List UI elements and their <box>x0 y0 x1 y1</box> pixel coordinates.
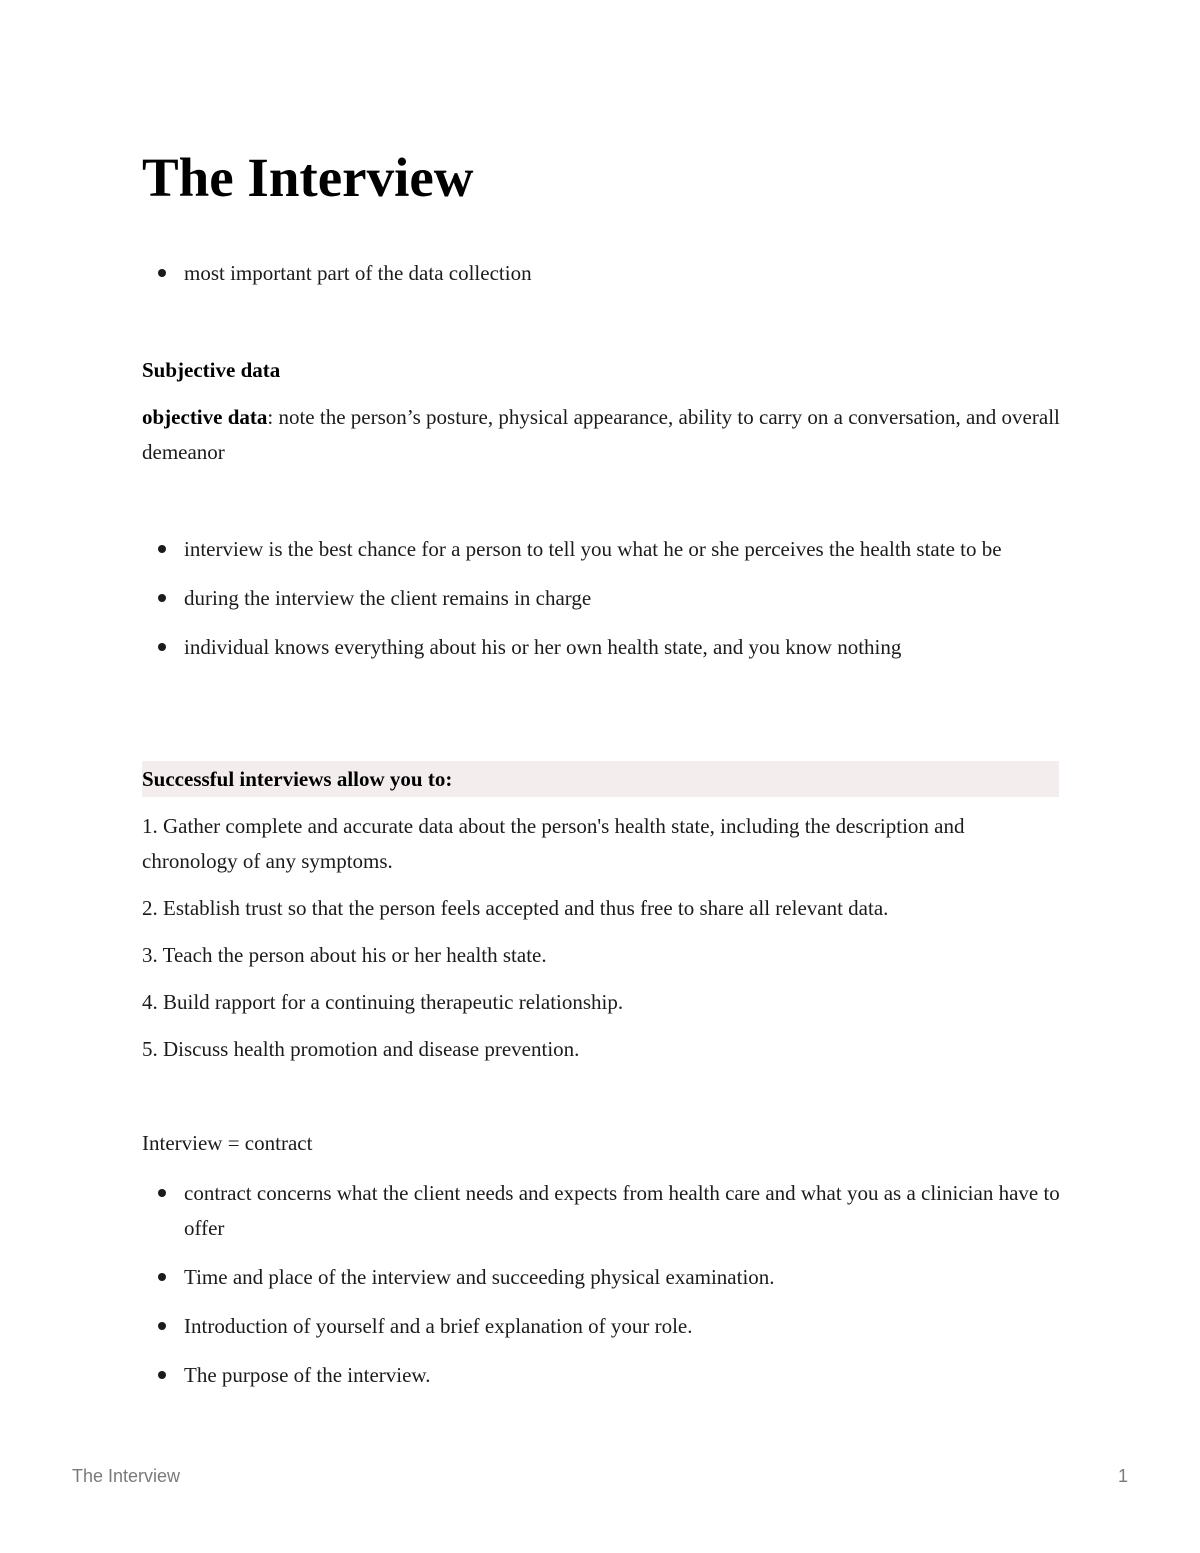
footer-title: The Interview <box>72 1466 181 1486</box>
main-bullet-list <box>142 532 1060 679</box>
list-item: Introduction of yourself and a brief explanation of your role. <box>142 1309 1060 1344</box>
objective-data-paragraph <box>142 400 1060 470</box>
numbered-item: 5. Discuss health promotion and disease prevention. <box>142 1037 580 1061</box>
list-item: Time and place of the interview and succeeding physical examination. <box>142 1260 1060 1295</box>
numbered-item: 1. Gather complete and accurate data about the person's health state, including the description and chronology of any symptoms. <box>142 814 965 873</box>
page-number: 1 <box>1117 1466 1128 1486</box>
contract-line: Interview = contract <box>142 1131 313 1155</box>
list-item: during the interview the client remains in charge <box>142 581 1060 616</box>
bullet-icon <box>158 1371 166 1379</box>
bullet-icon <box>158 269 166 277</box>
list-item: interview is the best chance for a person to tell you what he or she perceives the health state to be <box>142 532 1060 567</box>
bullet-icon <box>158 1322 166 1330</box>
bullet-icon <box>158 1273 166 1281</box>
success-numbered-list <box>142 809 1060 1079</box>
numbered-item: 4. Build rapport for a continuing therapeutic relationship. <box>142 990 624 1014</box>
objective-data-text: : note the person’s posture, physical appearance, ability to carry on a conversation, and overall demeanor <box>142 405 1060 464</box>
objective-data-label: objective data <box>142 405 268 429</box>
bullet-icon <box>158 1189 166 1197</box>
bullet-icon <box>158 545 166 553</box>
intro-bullet-list <box>142 256 1060 305</box>
list-item: The purpose of the interview. <box>142 1358 1060 1393</box>
numbered-item: 2. Establish trust so that the person feels accepted and thus free to share all relevant data. <box>142 896 889 920</box>
bullet-icon <box>158 594 166 602</box>
list-item: most important part of the data collection <box>142 256 1060 291</box>
contract-bullet-list <box>142 1176 1060 1407</box>
list-item: contract concerns what the client needs and expects from health care and what you as a clinician have to offer <box>142 1176 1060 1246</box>
numbered-item: 3. Teach the person about his or her health state. <box>142 943 547 967</box>
bullet-icon <box>158 643 166 651</box>
subjective-data-heading: Subjective data <box>142 358 281 382</box>
page-title: The Interview <box>142 147 474 208</box>
success-heading: Successful interviews allow you to: <box>142 767 453 791</box>
success-heading-highlight <box>142 761 1059 797</box>
list-item: individual knows everything about his or her own health state, and you know nothing <box>142 630 1060 665</box>
